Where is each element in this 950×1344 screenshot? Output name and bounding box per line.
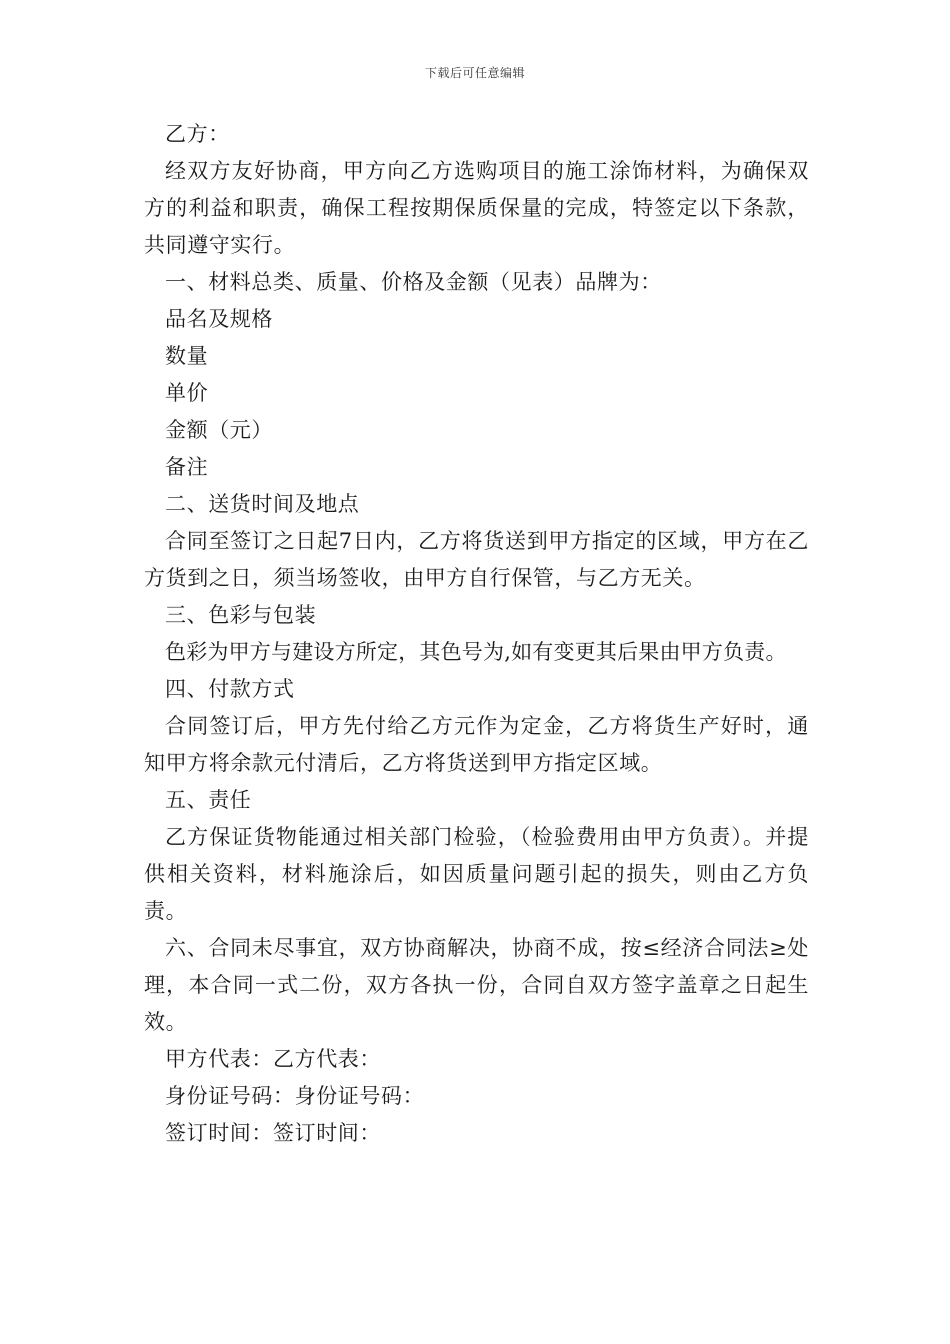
section-3-body: 色彩为甲方与建设方所定，其色号为,如有变更其后果由甲方负责。 xyxy=(165,640,787,664)
table-header-name-spec: 品名及规格 xyxy=(165,307,273,331)
signature-representatives: 甲方代表：乙方代表： xyxy=(165,1047,381,1071)
contract-body xyxy=(144,116,809,1152)
signature-dates: 签订时间：签订时间： xyxy=(165,1121,381,1145)
page-header-note: 下载后可任意编辑 xyxy=(424,66,525,80)
table-header-amount: 金额（元） xyxy=(165,418,273,442)
party-b-line: 乙方： xyxy=(165,122,230,146)
section-2-body: 合同至签订之日起7日内，乙方将货送到甲方指定的区域，甲方在乙方货到之日，须当场签收，由甲方自行保管，与乙方无关。 xyxy=(144,529,809,590)
section-1-heading: 一、材料总类、质量、价格及金额（见表）品牌为： xyxy=(165,270,662,294)
section-4-heading: 四、付款方式 xyxy=(165,677,295,701)
preamble-paragraph: 经双方友好协商，甲方向乙方选购项目的施工涂饰材料，为确保双方的利益和职责，确保工程按期保质保量的完成，特签定以下条款，共同遵守实行。 xyxy=(144,159,809,257)
section-5-heading: 五、责任 xyxy=(165,788,252,812)
table-header-remarks: 备注 xyxy=(165,455,209,479)
signature-id-numbers: 身份证号码：身份证号码： xyxy=(165,1084,425,1108)
section-4-body: 合同签订后，甲方先付给乙方元作为定金，乙方将货生产好时，通知甲方将余款元付清后，乙方将货送到甲方指定区域。 xyxy=(144,714,809,775)
section-2-heading: 二、送货时间及地点 xyxy=(165,492,360,516)
section-5-body: 乙方保证货物能通过相关部门检验，（检验费用由甲方负责）。并提供相关资料，材料施涂后，如因质量问题引起的损失，则由乙方负责。 xyxy=(144,825,809,923)
table-header-quantity: 数量 xyxy=(165,344,209,368)
table-header-unit-price: 单价 xyxy=(165,381,209,405)
section-3-heading: 三、色彩与包装 xyxy=(165,603,317,627)
section-6-body: 六、合同未尽事宜，双方协商解决，协商不成，按≤经济合同法≥处理，本合同一式二份，双方各执一份，合同自双方签字盖章之日起生效。 xyxy=(144,936,809,1034)
